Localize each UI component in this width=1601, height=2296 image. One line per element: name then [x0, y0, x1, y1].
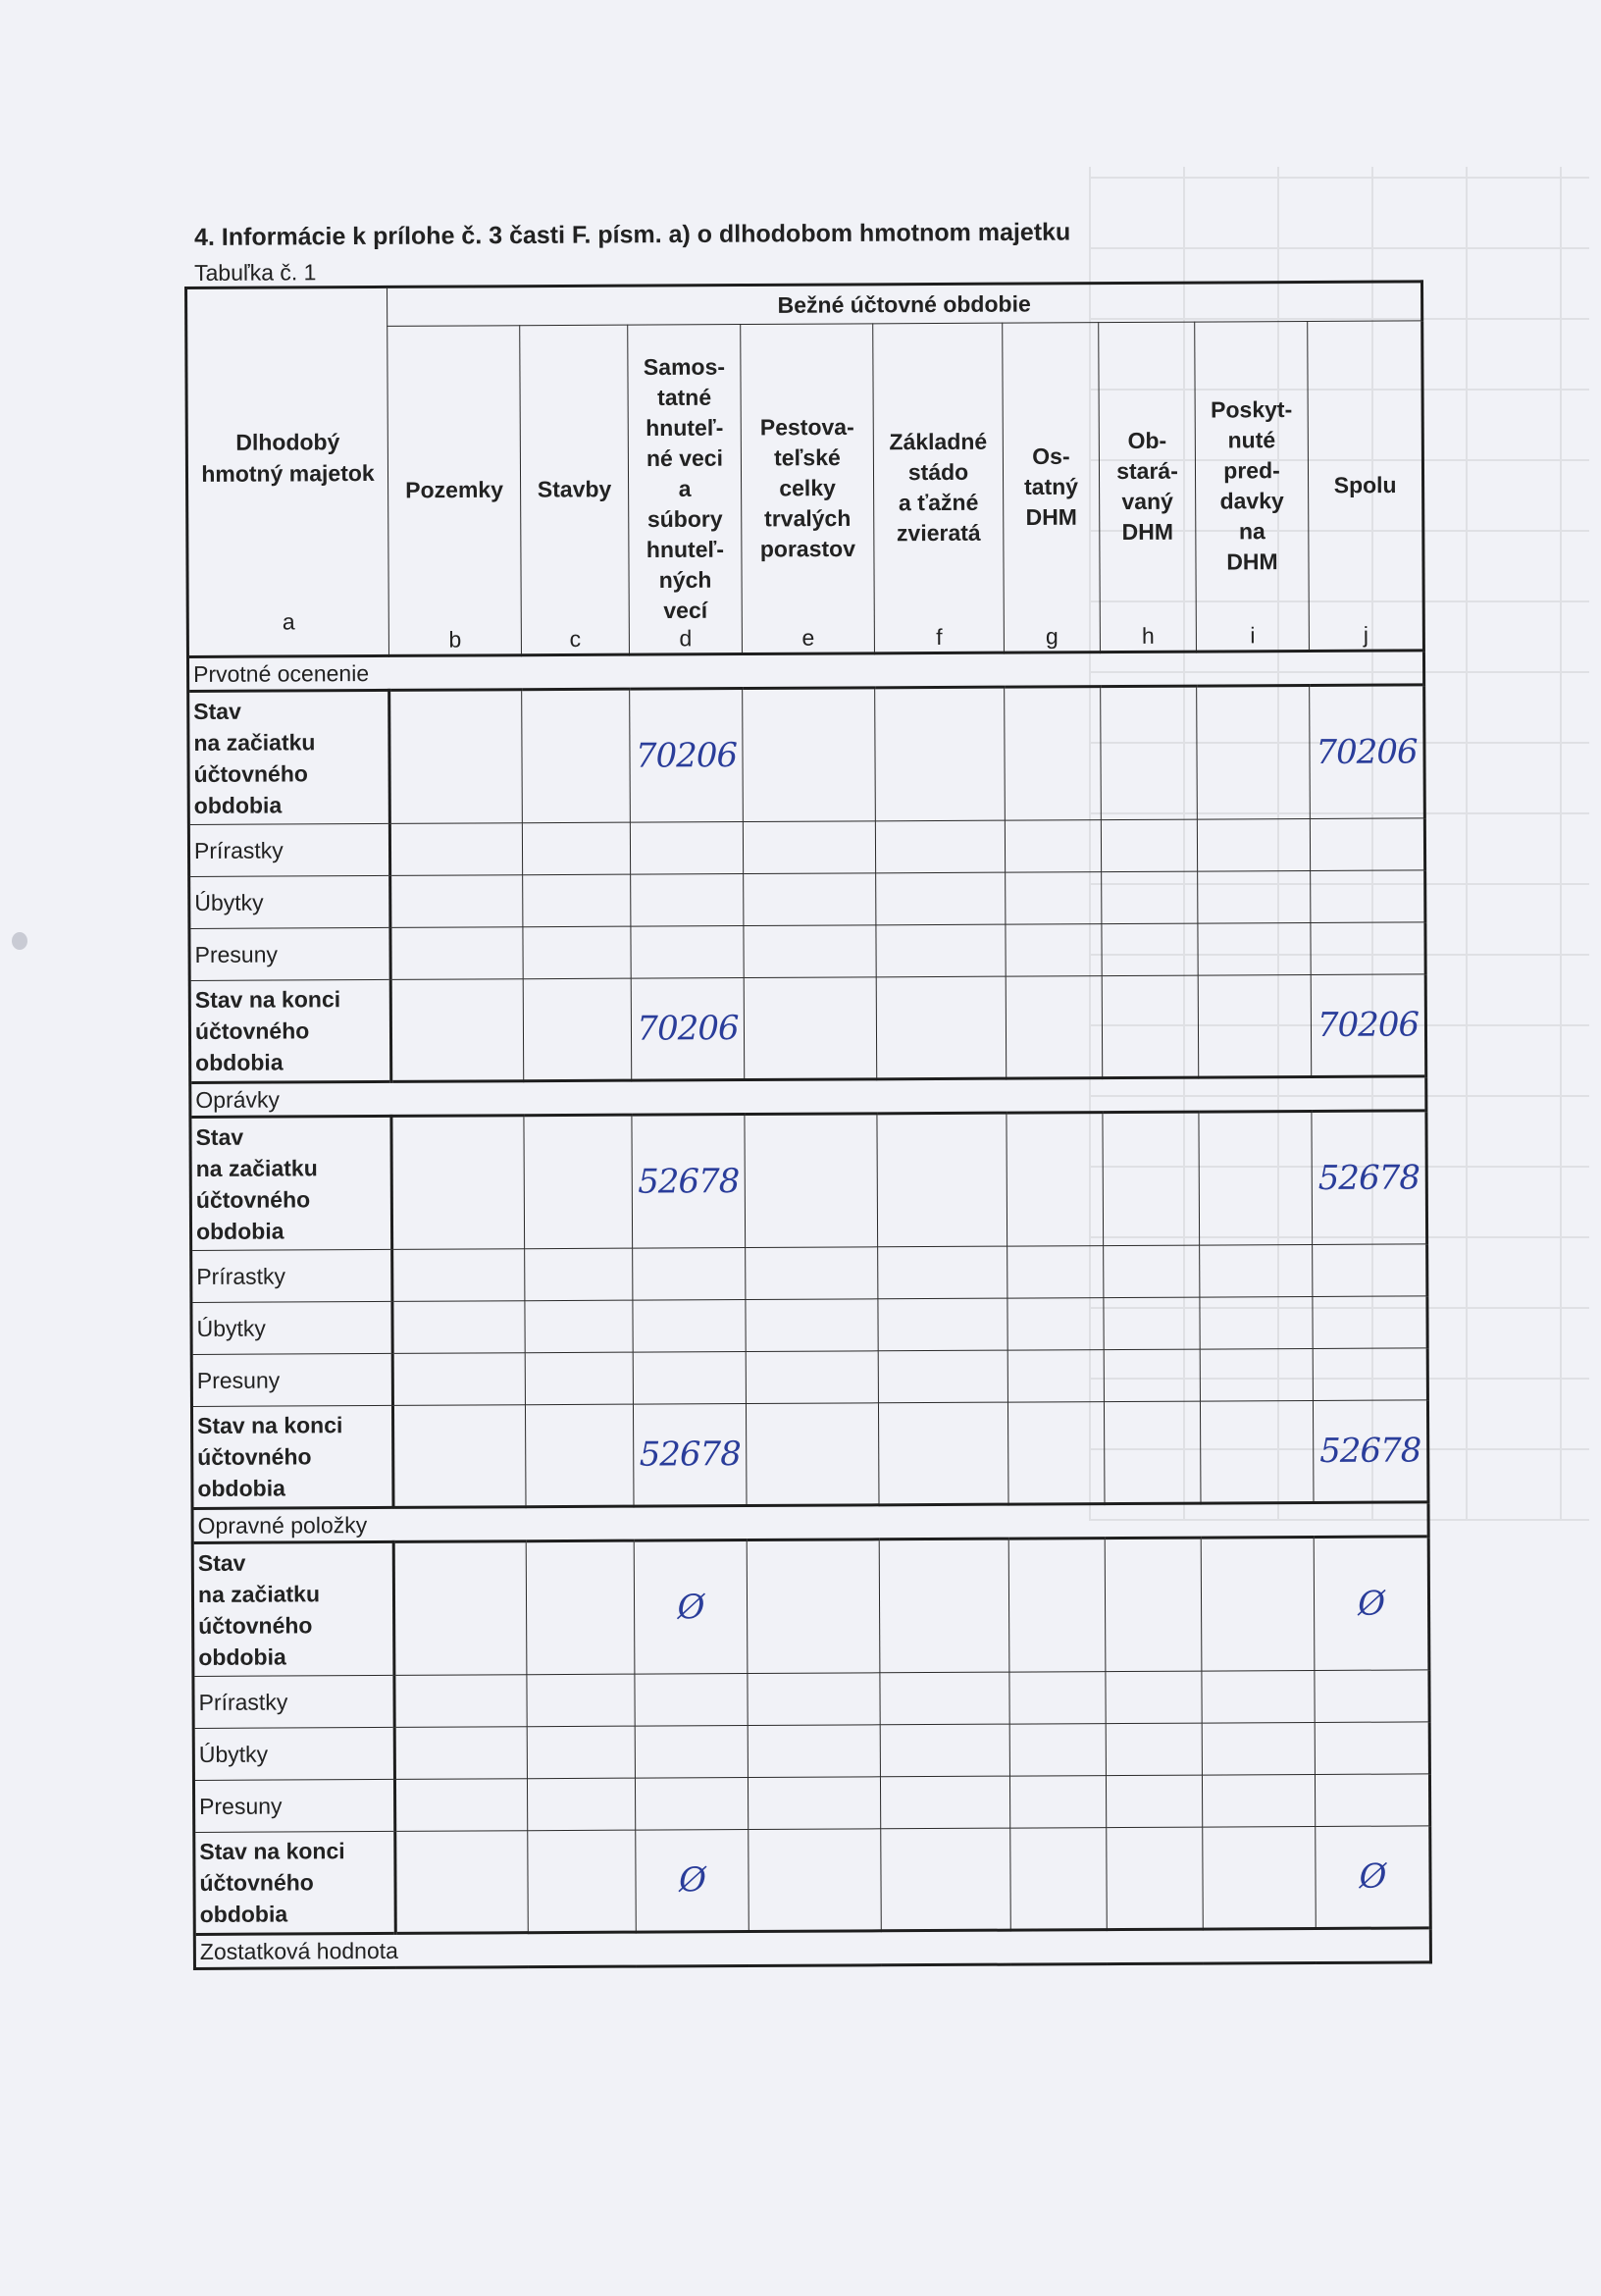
empty-cell-f	[877, 1113, 1007, 1247]
handwritten-value-d: 52678	[633, 1404, 747, 1507]
table-row	[193, 1722, 1429, 1781]
column-letter-b: b	[448, 626, 462, 652]
empty-cell-d	[630, 822, 743, 875]
empty-cell-h	[1106, 1775, 1202, 1828]
empty-cell-h	[1105, 1538, 1202, 1672]
empty-cell-j	[1311, 870, 1425, 923]
empty-cell-b	[395, 1831, 529, 1934]
empty-cell-i	[1200, 1348, 1313, 1401]
empty-cell-e	[748, 1777, 880, 1830]
empty-cell-e	[743, 688, 876, 822]
empty-cell-h	[1106, 1723, 1202, 1776]
empty-cell-j	[1315, 1722, 1429, 1775]
table-row	[189, 922, 1425, 981]
table-row	[188, 685, 1425, 825]
column-letter-d: d	[679, 625, 693, 652]
column-letter-f: f	[936, 623, 943, 650]
row-label: Stav na konci účtovného obdobia	[194, 1831, 396, 1934]
empty-cell-b	[390, 927, 523, 980]
period-header: Bežné účtovné obdobie	[387, 282, 1422, 327]
row-header-label: Dlhodobý hmotný majetok	[201, 429, 375, 487]
empty-cell-j	[1313, 1244, 1427, 1297]
empty-cell-c	[527, 1778, 635, 1831]
column-letter-c: c	[569, 625, 582, 652]
column-header-g	[1003, 323, 1101, 653]
empty-cell-i	[1202, 1670, 1315, 1723]
handwritten-value-j: 52678	[1312, 1111, 1427, 1245]
row-label: Úbytky	[193, 1727, 394, 1780]
section-heading: 4. Informácie k prílohe č. 3 časti F. písm. a) o dlhodobom hmotnom majetku	[194, 218, 1071, 251]
empty-cell-h	[1101, 819, 1197, 872]
empty-cell-h	[1104, 1349, 1200, 1402]
table-row	[191, 1244, 1427, 1303]
handwritten-value-j: 70206	[1311, 974, 1426, 1077]
column-label: Samos- tatné hnuteľ- né veci a súbory hnuteľ- ných vecí	[643, 353, 726, 623]
table-row	[191, 1348, 1427, 1407]
column-header-f	[873, 323, 1005, 653]
row-label: Stav na konci účtovného obdobia	[189, 979, 391, 1082]
empty-cell-i	[1200, 1400, 1314, 1503]
empty-cell-g	[1006, 924, 1102, 977]
empty-cell-c	[525, 1300, 633, 1353]
column-label: Ob- stará- vaný DHM	[1116, 427, 1178, 545]
row-label: Presuny	[193, 1779, 394, 1832]
empty-cell-i	[1200, 1244, 1313, 1297]
empty-cell-f	[876, 976, 1007, 1079]
empty-cell-b	[392, 1249, 525, 1302]
empty-cell-b	[391, 1116, 525, 1250]
table-row	[190, 1111, 1427, 1251]
column-label: Pestova- teľské celky trvalých porastov	[759, 413, 856, 562]
empty-cell-f	[878, 1298, 1007, 1351]
column-label: Spolu	[1333, 472, 1397, 498]
empty-cell-j	[1310, 818, 1424, 871]
empty-cell-f	[878, 1350, 1007, 1403]
handwritten-value-d: 70206	[630, 689, 744, 823]
empty-cell-c	[525, 1352, 633, 1405]
row-label: Stav na konci účtovného obdobia	[191, 1405, 393, 1508]
empty-cell-f	[875, 687, 1006, 821]
empty-cell-b	[394, 1727, 527, 1780]
empty-cell-c	[523, 926, 631, 979]
empty-cell-e	[748, 1725, 880, 1778]
column-label: Stavby	[537, 476, 612, 502]
row-label: Presuny	[191, 1353, 392, 1406]
empty-cell-f	[880, 1672, 1009, 1725]
empty-cell-i	[1200, 1296, 1313, 1349]
empty-cell-g	[1005, 820, 1101, 873]
empty-cell-d	[631, 926, 744, 979]
column-letter-i: i	[1250, 622, 1256, 649]
empty-cell-j	[1315, 1670, 1429, 1723]
empty-cell-f	[880, 1724, 1009, 1777]
empty-cell-h	[1104, 1297, 1200, 1350]
section-title: Oprávky	[190, 1076, 1426, 1118]
empty-cell-g	[1010, 1828, 1108, 1931]
empty-cell-b	[393, 1541, 527, 1676]
paper-speck	[12, 932, 27, 950]
row-label: Stav na začiatku účtovného obdobia	[190, 1116, 392, 1250]
empty-cell-e	[744, 977, 877, 1080]
column-header-i	[1195, 322, 1310, 652]
row-label: Stav na začiatku účtovného obdobia	[188, 690, 390, 824]
column-header-h	[1099, 322, 1197, 652]
empty-cell-h	[1107, 1827, 1204, 1930]
empty-cell-g	[1007, 1402, 1105, 1505]
empty-cell-g	[1005, 687, 1102, 821]
empty-cell-d	[631, 874, 744, 927]
handwritten-value-j: Ø	[1316, 1826, 1431, 1929]
empty-cell-e	[746, 1403, 879, 1506]
section-title-row	[194, 1928, 1430, 1969]
empty-cell-j	[1313, 1296, 1427, 1349]
column-letter-h: h	[1141, 622, 1155, 649]
column-letter-e: e	[801, 624, 815, 651]
empty-cell-i	[1198, 870, 1311, 923]
empty-cell-e	[743, 821, 875, 874]
empty-cell-f	[880, 1776, 1009, 1829]
empty-cell-d	[633, 1248, 746, 1301]
row-label: Úbytky	[189, 875, 390, 928]
empty-cell-c	[525, 1404, 634, 1507]
empty-cell-f	[878, 1402, 1008, 1505]
asset-table-wrapper	[184, 280, 1429, 1970]
table-row	[189, 870, 1425, 929]
empty-cell-d	[633, 1352, 746, 1405]
column-letter-a: a	[282, 608, 295, 635]
empty-cell-h	[1104, 1401, 1201, 1504]
empty-cell-e	[749, 1829, 882, 1932]
empty-cell-g	[1007, 1113, 1104, 1247]
row-label: Prírastky	[188, 823, 389, 876]
empty-cell-b	[392, 1405, 526, 1508]
empty-cell-g	[1007, 1246, 1104, 1299]
column-label: Os- tatný DHM	[1024, 443, 1079, 531]
empty-cell-e	[746, 1299, 878, 1352]
table-row	[193, 1670, 1429, 1729]
column-header-e	[741, 324, 875, 654]
handwritten-value-j: Ø	[1314, 1537, 1429, 1671]
empty-cell-i	[1203, 1826, 1317, 1929]
row-label: Úbytky	[191, 1301, 392, 1354]
empty-cell-i	[1199, 1111, 1313, 1245]
empty-cell-c	[527, 1726, 635, 1779]
empty-cell-d	[635, 1726, 748, 1779]
empty-cell-c	[522, 822, 630, 875]
column-letter-j: j	[1363, 621, 1369, 648]
empty-cell-i	[1202, 1722, 1315, 1775]
empty-cell-f	[875, 820, 1005, 873]
column-header-d	[628, 325, 743, 655]
empty-cell-d	[635, 1674, 748, 1727]
empty-cell-h	[1104, 1245, 1200, 1298]
section-title: Zostatková hodnota	[194, 1928, 1430, 1969]
column-header-b	[387, 326, 522, 656]
empty-cell-e	[744, 873, 876, 926]
empty-cell-f	[881, 1828, 1011, 1931]
table-row	[189, 974, 1426, 1083]
table-row	[191, 1296, 1427, 1355]
empty-cell-b	[389, 823, 522, 876]
empty-cell-b	[394, 1675, 527, 1728]
empty-cell-e	[748, 1673, 880, 1726]
empty-cell-e	[744, 925, 876, 978]
column-header-c	[520, 325, 630, 655]
row-label: Presuny	[189, 927, 390, 980]
empty-cell-g	[1007, 1298, 1104, 1351]
empty-cell-j	[1313, 1348, 1427, 1401]
empty-cell-h	[1102, 975, 1199, 1078]
header-row-period	[186, 282, 1422, 328]
fixed-asset-table	[184, 280, 1432, 1970]
handwritten-value-d: 52678	[632, 1115, 746, 1249]
empty-cell-c	[524, 1115, 633, 1249]
empty-cell-f	[879, 1539, 1009, 1673]
empty-cell-g	[1009, 1776, 1106, 1829]
empty-cell-h	[1103, 1112, 1200, 1246]
empty-cell-j	[1311, 922, 1425, 975]
empty-cell-e	[746, 1351, 878, 1404]
table-row	[193, 1774, 1429, 1833]
empty-cell-h	[1106, 1671, 1202, 1724]
empty-cell-h	[1102, 923, 1198, 976]
empty-cell-c	[523, 874, 631, 927]
empty-cell-i	[1202, 1774, 1315, 1827]
empty-cell-d	[633, 1300, 746, 1353]
table-row	[192, 1537, 1429, 1677]
empty-cell-i	[1198, 922, 1311, 975]
empty-cell-b	[390, 875, 523, 928]
empty-cell-f	[878, 1246, 1007, 1299]
empty-cell-d	[635, 1778, 748, 1831]
empty-cell-b	[392, 1301, 525, 1354]
empty-cell-f	[876, 872, 1006, 925]
table-row	[191, 1400, 1428, 1509]
empty-cell-f	[876, 924, 1006, 977]
row-label: Stav na začiatku účtovného obdobia	[192, 1541, 394, 1676]
empty-cell-g	[1006, 976, 1103, 1079]
empty-cell-j	[1315, 1774, 1429, 1827]
empty-cell-g	[1007, 1350, 1104, 1403]
column-label: Pozemky	[405, 476, 504, 503]
column-header-j	[1308, 321, 1424, 652]
empty-cell-g	[1006, 872, 1102, 925]
column-label: Základné stádo a ťažné zvieratá	[889, 428, 988, 547]
handwritten-value-d: 70206	[631, 978, 745, 1081]
empty-cell-g	[1008, 1539, 1106, 1673]
empty-cell-h	[1101, 686, 1198, 820]
row-label: Prírastky	[191, 1249, 392, 1302]
handwritten-value-d: Ø	[636, 1830, 749, 1933]
handwritten-value-j: 70206	[1310, 685, 1425, 819]
empty-cell-g	[1009, 1724, 1106, 1777]
empty-cell-i	[1198, 974, 1312, 1077]
row-header-cell	[186, 287, 389, 656]
empty-cell-e	[745, 1114, 878, 1248]
empty-cell-b	[392, 1353, 525, 1406]
empty-cell-c	[525, 1248, 633, 1301]
section-title: Prvotné ocenenie	[187, 651, 1423, 692]
table-row	[194, 1826, 1431, 1935]
table-row	[188, 818, 1424, 877]
table-caption: Tabuľka č. 1	[194, 259, 317, 286]
empty-cell-i	[1201, 1537, 1315, 1671]
column-letter-g: g	[1045, 623, 1059, 650]
empty-cell-c	[528, 1830, 637, 1933]
column-label: Poskyt- nuté pred- davky na DHM	[1211, 396, 1293, 575]
empty-cell-b	[390, 979, 524, 1082]
empty-cell-c	[522, 689, 631, 823]
empty-cell-i	[1197, 686, 1311, 820]
empty-cell-c	[526, 1540, 635, 1675]
empty-cell-b	[389, 690, 523, 824]
section-title: Opravné položky	[192, 1502, 1428, 1543]
empty-cell-c	[523, 978, 632, 1081]
handwritten-value-j: 52678	[1313, 1400, 1428, 1503]
empty-cell-g	[1009, 1672, 1106, 1725]
empty-cell-c	[527, 1674, 635, 1727]
empty-cell-i	[1197, 818, 1310, 871]
empty-cell-e	[746, 1247, 878, 1300]
empty-cell-b	[394, 1779, 527, 1832]
empty-cell-e	[747, 1539, 880, 1674]
handwritten-value-d: Ø	[634, 1540, 748, 1675]
empty-cell-h	[1102, 871, 1198, 924]
row-label: Prírastky	[193, 1675, 394, 1728]
